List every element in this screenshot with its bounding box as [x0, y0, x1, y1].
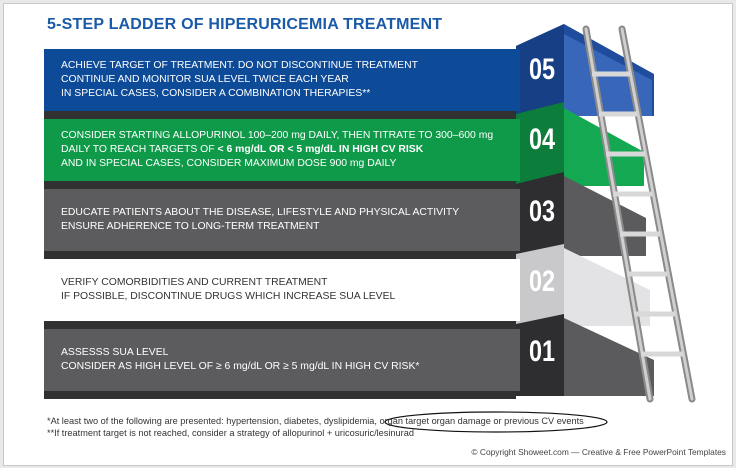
step-03-number: 03 — [528, 195, 556, 228]
step-01-line-1: ASSESSS SUA LEVEL — [61, 347, 169, 358]
footnotes — [47, 415, 584, 439]
step-04-target-emphasis: < 6 mg/dL OR < 5 mg/dL IN HIGH CV RISK — [217, 144, 424, 155]
step-02-line-2: IF POSSIBLE, DISCONTINUE DRUGS WHICH INCREASE SUA LEVEL — [61, 291, 396, 302]
step-03-line-2: ENSURE ADHERENCE TO LONG-TERM TREATMENT — [61, 221, 320, 232]
step-04-line-3: AND IN SPECIAL CASES, CONSIDER MAXIMUM DOSE 900 mg DAILY — [61, 158, 397, 169]
step-04-number: 04 — [528, 123, 556, 156]
step-04-panel — [44, 119, 520, 181]
footnote-1: *At least two of the following are presented: hypertension, diabetes, dyslipidemia, organ target organ damage or previous CV events — [47, 416, 584, 426]
footnote-2: **If treatment target is not reached, consider a strategy of allopurinol + uricosuric/lesinurad — [47, 428, 414, 438]
step-02-number: 02 — [528, 265, 556, 298]
step-02-panel — [44, 259, 520, 321]
step-04-line-2-prefix: DAILY TO REACH TARGETS OF — [61, 144, 218, 155]
copyright-text: © Copyright Showeet.com — Creative & Free PowerPoint Templates — [471, 447, 726, 457]
step-01-line-2: CONSIDER AS HIGH LEVEL OF ≥ 6 mg/dL OR ≥ 5 mg/dL IN HIGH CV RISK* — [61, 361, 420, 372]
step-02-line-1: VERIFY COMORBIDITIES AND CURRENT TREATMENT — [61, 277, 328, 288]
step-05-line-2: CONTINUE AND MONITOR SUA LEVEL TWICE EACH YEAR — [61, 74, 349, 85]
step-05-panel — [44, 49, 520, 111]
step-04-line-2 — [61, 143, 520, 157]
step-03-line-1: EDUCATE PATIENTS ABOUT THE DISEASE, LIFESTYLE AND PHYSICAL ACTIVITY — [61, 207, 460, 218]
step-05-number: 05 — [528, 53, 556, 86]
slide — [3, 3, 733, 466]
step-01-panel — [44, 329, 520, 391]
step-04-line-1: CONSIDER STARTING ALLOPURINOL 100–200 mg DAILY, THEN TITRATE TO 300–600 mg — [61, 130, 494, 141]
step-01-number: 01 — [528, 335, 556, 368]
step-05-line-3: IN SPECIAL CASES, CONSIDER A COMBINATION THERAPIES** — [61, 88, 371, 99]
step-03-panel — [44, 189, 520, 251]
page-title: 5-STEP LADDER OF HIPERURICEMIA TREATMENT — [47, 16, 443, 33]
step-05-line-1: ACHIEVE TARGET OF TREATMENT. DO NOT DISCONTINUE TREATMENT — [61, 60, 418, 71]
